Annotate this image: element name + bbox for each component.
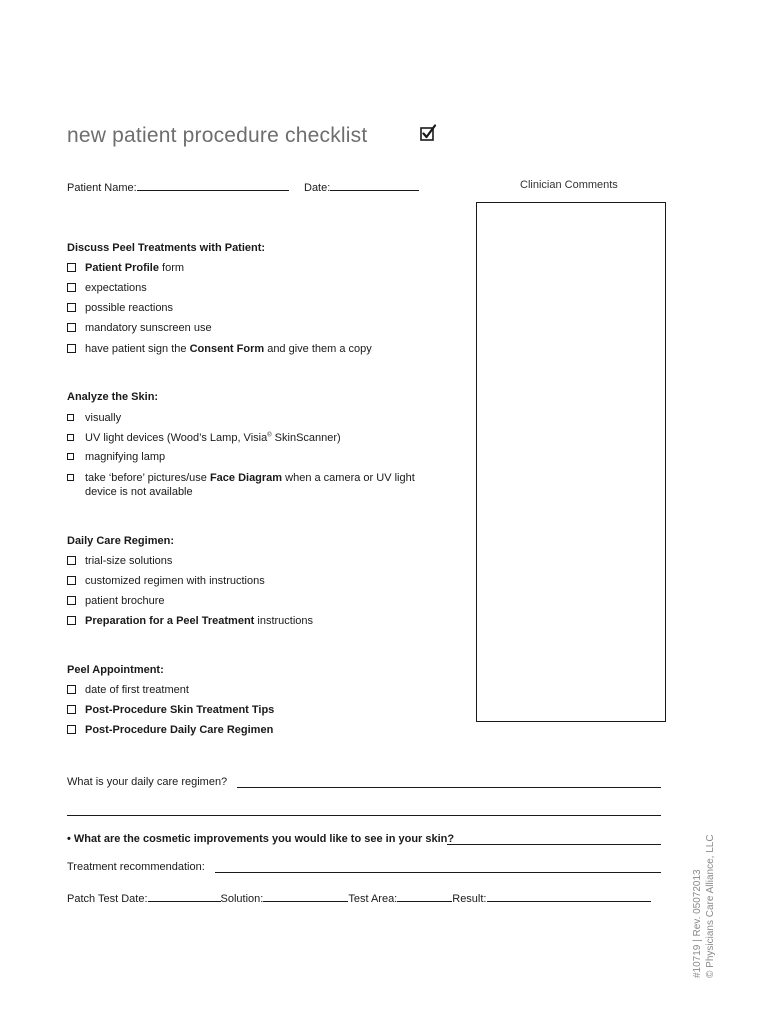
- section-heading-peel-appointment: Peel Appointment:: [67, 664, 164, 676]
- footer-copyright: [691, 834, 717, 978]
- test-area-label: Test Area:: [348, 893, 398, 905]
- checkbox-icon[interactable]: [67, 453, 74, 460]
- section-heading-analyze: Analyze the Skin:: [67, 391, 159, 403]
- list-item[interactable]: [67, 555, 172, 567]
- list-item[interactable]: [67, 262, 184, 274]
- footer-revision: #10719 | Rev. 05072013: [692, 869, 703, 978]
- list-item[interactable]: [67, 575, 265, 587]
- section-heading-daily-care: Daily Care Regimen:: [67, 535, 174, 547]
- checkbox-checked-icon: [420, 124, 437, 141]
- item-text: form: [158, 262, 185, 274]
- treatment-recommendation-label: Treatment recommendation:: [67, 861, 205, 873]
- item-text: take ‘before’ pictures/use: [85, 472, 210, 484]
- item-bold-text: Face Diagram: [209, 472, 283, 484]
- list-item[interactable]: [67, 412, 121, 424]
- answer-line[interactable]: [148, 890, 221, 902]
- checkbox-icon[interactable]: [67, 263, 76, 272]
- item-bold-text: Post-Procedure Skin Treatment Tips: [85, 704, 275, 716]
- answer-line[interactable]: [447, 844, 661, 845]
- clinician-comments-box[interactable]: [476, 202, 666, 722]
- solution-label: Solution:: [220, 893, 264, 905]
- clinician-comments-label: Clinician Comments: [520, 179, 618, 191]
- result-label: Result:: [452, 893, 487, 905]
- item-text: mandatory sunscreen use: [85, 322, 212, 334]
- date-line[interactable]: [330, 179, 419, 191]
- patch-test-date-label: Patch Test Date:: [67, 893, 148, 905]
- patch-test-row[interactable]: [67, 890, 651, 905]
- checkbox-icon[interactable]: [67, 414, 74, 421]
- list-item[interactable]: [67, 724, 273, 736]
- item-text: patient brochure: [85, 595, 165, 607]
- answer-line[interactable]: [215, 872, 661, 873]
- item-text: instructions: [254, 615, 314, 627]
- item-text: UV light devices (Wood’s Lamp, Visia: [85, 432, 268, 444]
- question-daily-regimen: What is your daily care regimen?: [67, 776, 228, 788]
- list-item[interactable]: [67, 343, 372, 355]
- answer-line[interactable]: [263, 890, 348, 902]
- list-item[interactable]: [67, 684, 189, 696]
- item-bold-text: Post-Procedure Daily Care Regimen: [85, 724, 274, 736]
- item-text-continuation: device is not available: [85, 486, 193, 498]
- list-item[interactable]: [67, 451, 165, 463]
- list-item[interactable]: [67, 282, 147, 294]
- checkbox-icon[interactable]: [67, 323, 76, 332]
- checkbox-icon[interactable]: [67, 474, 74, 481]
- checkbox-icon[interactable]: [67, 725, 76, 734]
- checkbox-icon[interactable]: [67, 596, 76, 605]
- list-item[interactable]: [67, 302, 173, 314]
- date-label: Date:: [304, 182, 331, 194]
- checkbox-icon[interactable]: [67, 283, 76, 292]
- checkbox-icon[interactable]: [67, 556, 76, 565]
- footer-company: © Physicians Care Alliance, LLC: [705, 834, 716, 978]
- page-title: new patient procedure checklist: [67, 124, 368, 147]
- question-cosmetic-improvements: • What are the cosmetic improvements you would like to see in your skin?: [67, 833, 455, 845]
- checkbox-icon[interactable]: [67, 705, 76, 714]
- item-text: customized regimen with instructions: [85, 575, 265, 587]
- list-item[interactable]: [67, 615, 313, 627]
- item-text: and give them a copy: [264, 343, 372, 355]
- item-text: date of first treatment: [85, 684, 189, 696]
- checkbox-icon[interactable]: [67, 434, 74, 441]
- list-item[interactable]: [67, 322, 212, 334]
- patient-name-field[interactable]: [67, 179, 289, 194]
- checkbox-icon[interactable]: [67, 303, 76, 312]
- item-text: SkinScanner): [271, 432, 341, 444]
- item-bold-text: Patient Profile: [85, 262, 159, 274]
- list-item[interactable]: [67, 595, 165, 607]
- answer-line[interactable]: [487, 890, 651, 902]
- date-field[interactable]: [304, 179, 419, 194]
- item-text: when a camera or UV light: [282, 472, 415, 484]
- item-text: expectations: [85, 282, 147, 294]
- item-text: possible reactions: [85, 302, 174, 314]
- list-item[interactable]: [67, 432, 341, 444]
- section-heading-discuss: Discuss Peel Treatments with Patient:: [67, 242, 266, 254]
- answer-line[interactable]: [237, 787, 661, 788]
- checkbox-icon[interactable]: [67, 344, 76, 353]
- checkbox-icon[interactable]: [67, 576, 76, 585]
- list-item[interactable]: [67, 704, 274, 716]
- answer-line[interactable]: [67, 815, 661, 816]
- item-bold-text: Preparation for a Peel Treatment: [85, 615, 255, 627]
- checkbox-icon[interactable]: [67, 616, 76, 625]
- patient-name-line[interactable]: [137, 179, 289, 191]
- checkbox-icon[interactable]: [67, 685, 76, 694]
- list-item[interactable]: [67, 472, 415, 484]
- item-text: visually: [85, 412, 122, 424]
- item-text: magnifying lamp: [85, 451, 166, 463]
- item-text: have patient sign the: [85, 343, 190, 355]
- patient-name-label: Patient Name:: [67, 182, 137, 194]
- item-bold-text: Consent Form: [189, 343, 265, 355]
- item-text: trial-size solutions: [85, 555, 173, 567]
- answer-line[interactable]: [397, 890, 452, 902]
- registered-mark: ®: [267, 432, 272, 439]
